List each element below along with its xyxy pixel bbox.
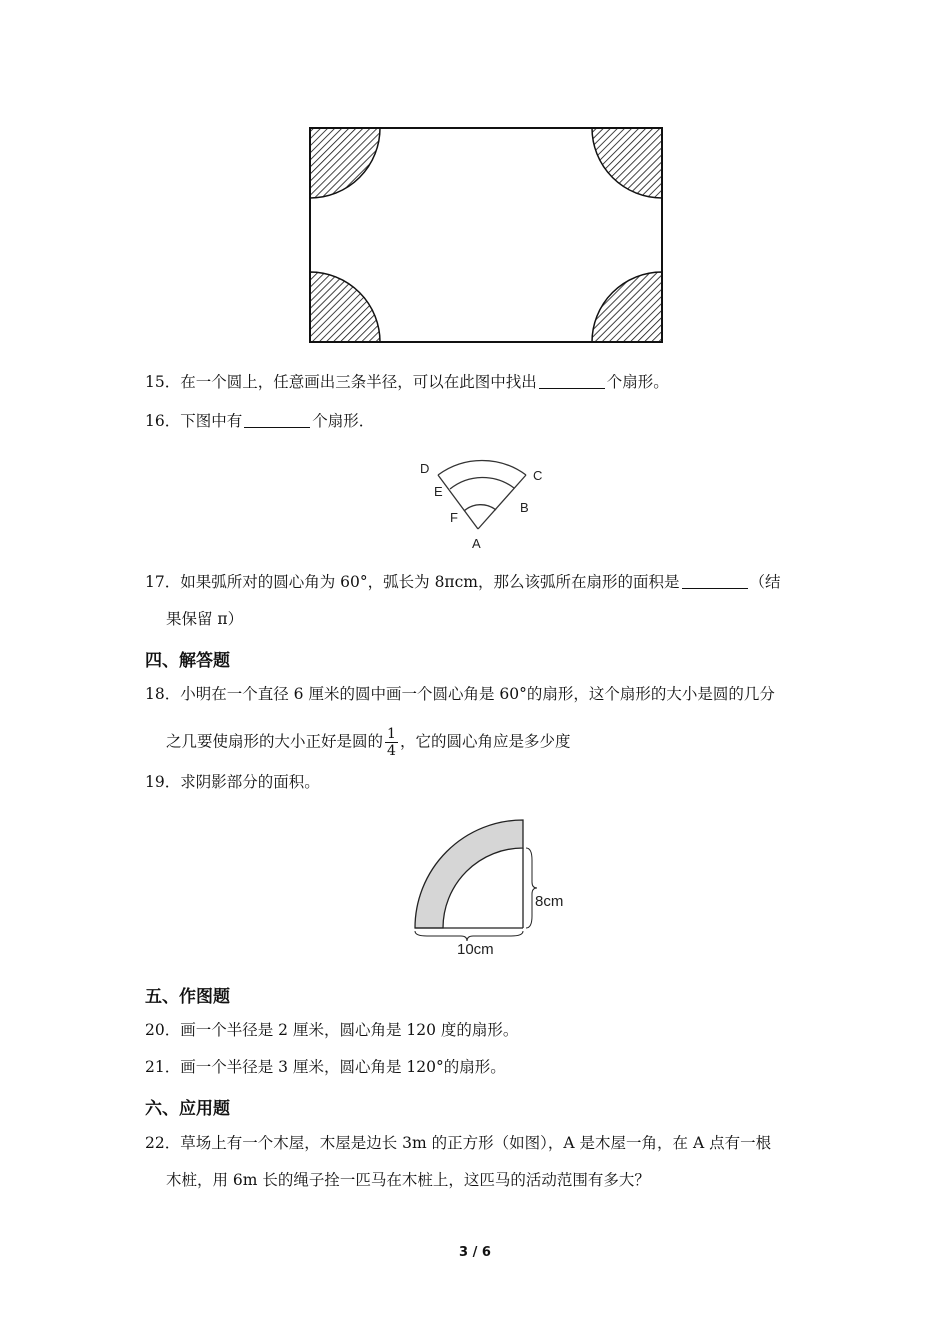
label-d: D — [420, 461, 430, 476]
question-text-end: 个扇形。 — [606, 373, 669, 391]
section-title-4: 四、解答题 — [145, 651, 230, 671]
question-text: 小明在一个直径 6 厘米的圆中画一个圆心角是 60°的扇形，这个扇形的大小是圆的几分 — [180, 685, 775, 703]
answer-blank[interactable] — [682, 572, 748, 589]
question-text: 在一个圆上，任意画出三条半径，可以在此图中找出 — [180, 373, 537, 391]
question-number: 20． — [145, 1021, 181, 1039]
question-number: 22． — [145, 1134, 181, 1152]
label-height: 8cm — [535, 893, 564, 910]
label-a: A — [472, 536, 481, 551]
shaded-ring-region — [415, 820, 523, 928]
question-17 — [145, 571, 781, 593]
rectangle-quarter-circles-figure — [300, 120, 672, 350]
question-number: 16． — [145, 412, 181, 430]
question-18-line-2 — [166, 726, 570, 759]
fraction-denominator: 4 — [387, 743, 396, 759]
question-number: 21． — [145, 1058, 181, 1076]
section-title-5: 五、作图题 — [145, 987, 230, 1007]
question-text: 画一个半径是 2 厘米，圆心角是 120 度的扇形。 — [180, 1021, 519, 1039]
question-number: 19． — [145, 773, 181, 791]
question-22 — [145, 1132, 771, 1154]
question-18 — [145, 683, 775, 705]
fraction-numerator: 1 — [387, 726, 396, 742]
fraction-one-quarter — [385, 726, 398, 759]
question-text-end: （结 — [749, 573, 781, 591]
question-text: 下图中有 — [180, 412, 243, 430]
question-text: 如果弧所对的圆心角为 60°，弧长为 8πcm，那么该弧所在扇形的面积是 — [180, 573, 680, 591]
question-20 — [145, 1019, 518, 1041]
question-text-end: ，它的圆心角应是多少度 — [399, 732, 571, 751]
section-title-6: 六、应用题 — [145, 1099, 230, 1119]
question-19 — [145, 771, 320, 793]
question-text-end: 个扇形． — [312, 412, 375, 430]
label-f: F — [450, 510, 458, 525]
answer-blank[interactable] — [539, 372, 605, 389]
label-e: E — [434, 484, 443, 499]
question-text: 画一个半径是 3 厘米，圆心角是 120°的扇形。 — [180, 1058, 506, 1076]
question-16 — [145, 410, 374, 432]
answer-blank[interactable] — [244, 411, 310, 428]
question-21 — [145, 1056, 506, 1078]
label-width: 10cm — [457, 941, 494, 958]
question-number: 17． — [145, 573, 181, 591]
question-17-line-2: 果保留 π） — [166, 610, 244, 628]
label-b: B — [520, 500, 529, 515]
question-number: 18． — [145, 685, 181, 703]
label-c: C — [533, 468, 543, 483]
question-15 — [145, 371, 669, 393]
question-text: 之几要使扇形的大小正好是圆的 — [166, 732, 384, 751]
shaded-quarter-ring-figure — [405, 810, 585, 960]
question-text: 求阴影部分的面积。 — [180, 773, 320, 791]
nested-sectors-figure — [410, 450, 560, 555]
page-number: 3 / 6 — [459, 1245, 491, 1260]
question-number: 15． — [145, 373, 181, 391]
question-22-line-2: 木桩，用 6m 长的绳子拴一匹马在木桩上，这匹马的活动范围有多大？ — [166, 1171, 650, 1189]
question-text: 草场上有一个木屋，木屋是边长 3m 的正方形（如图），A 是木屋一角，在 A 点有一根 — [180, 1134, 772, 1152]
